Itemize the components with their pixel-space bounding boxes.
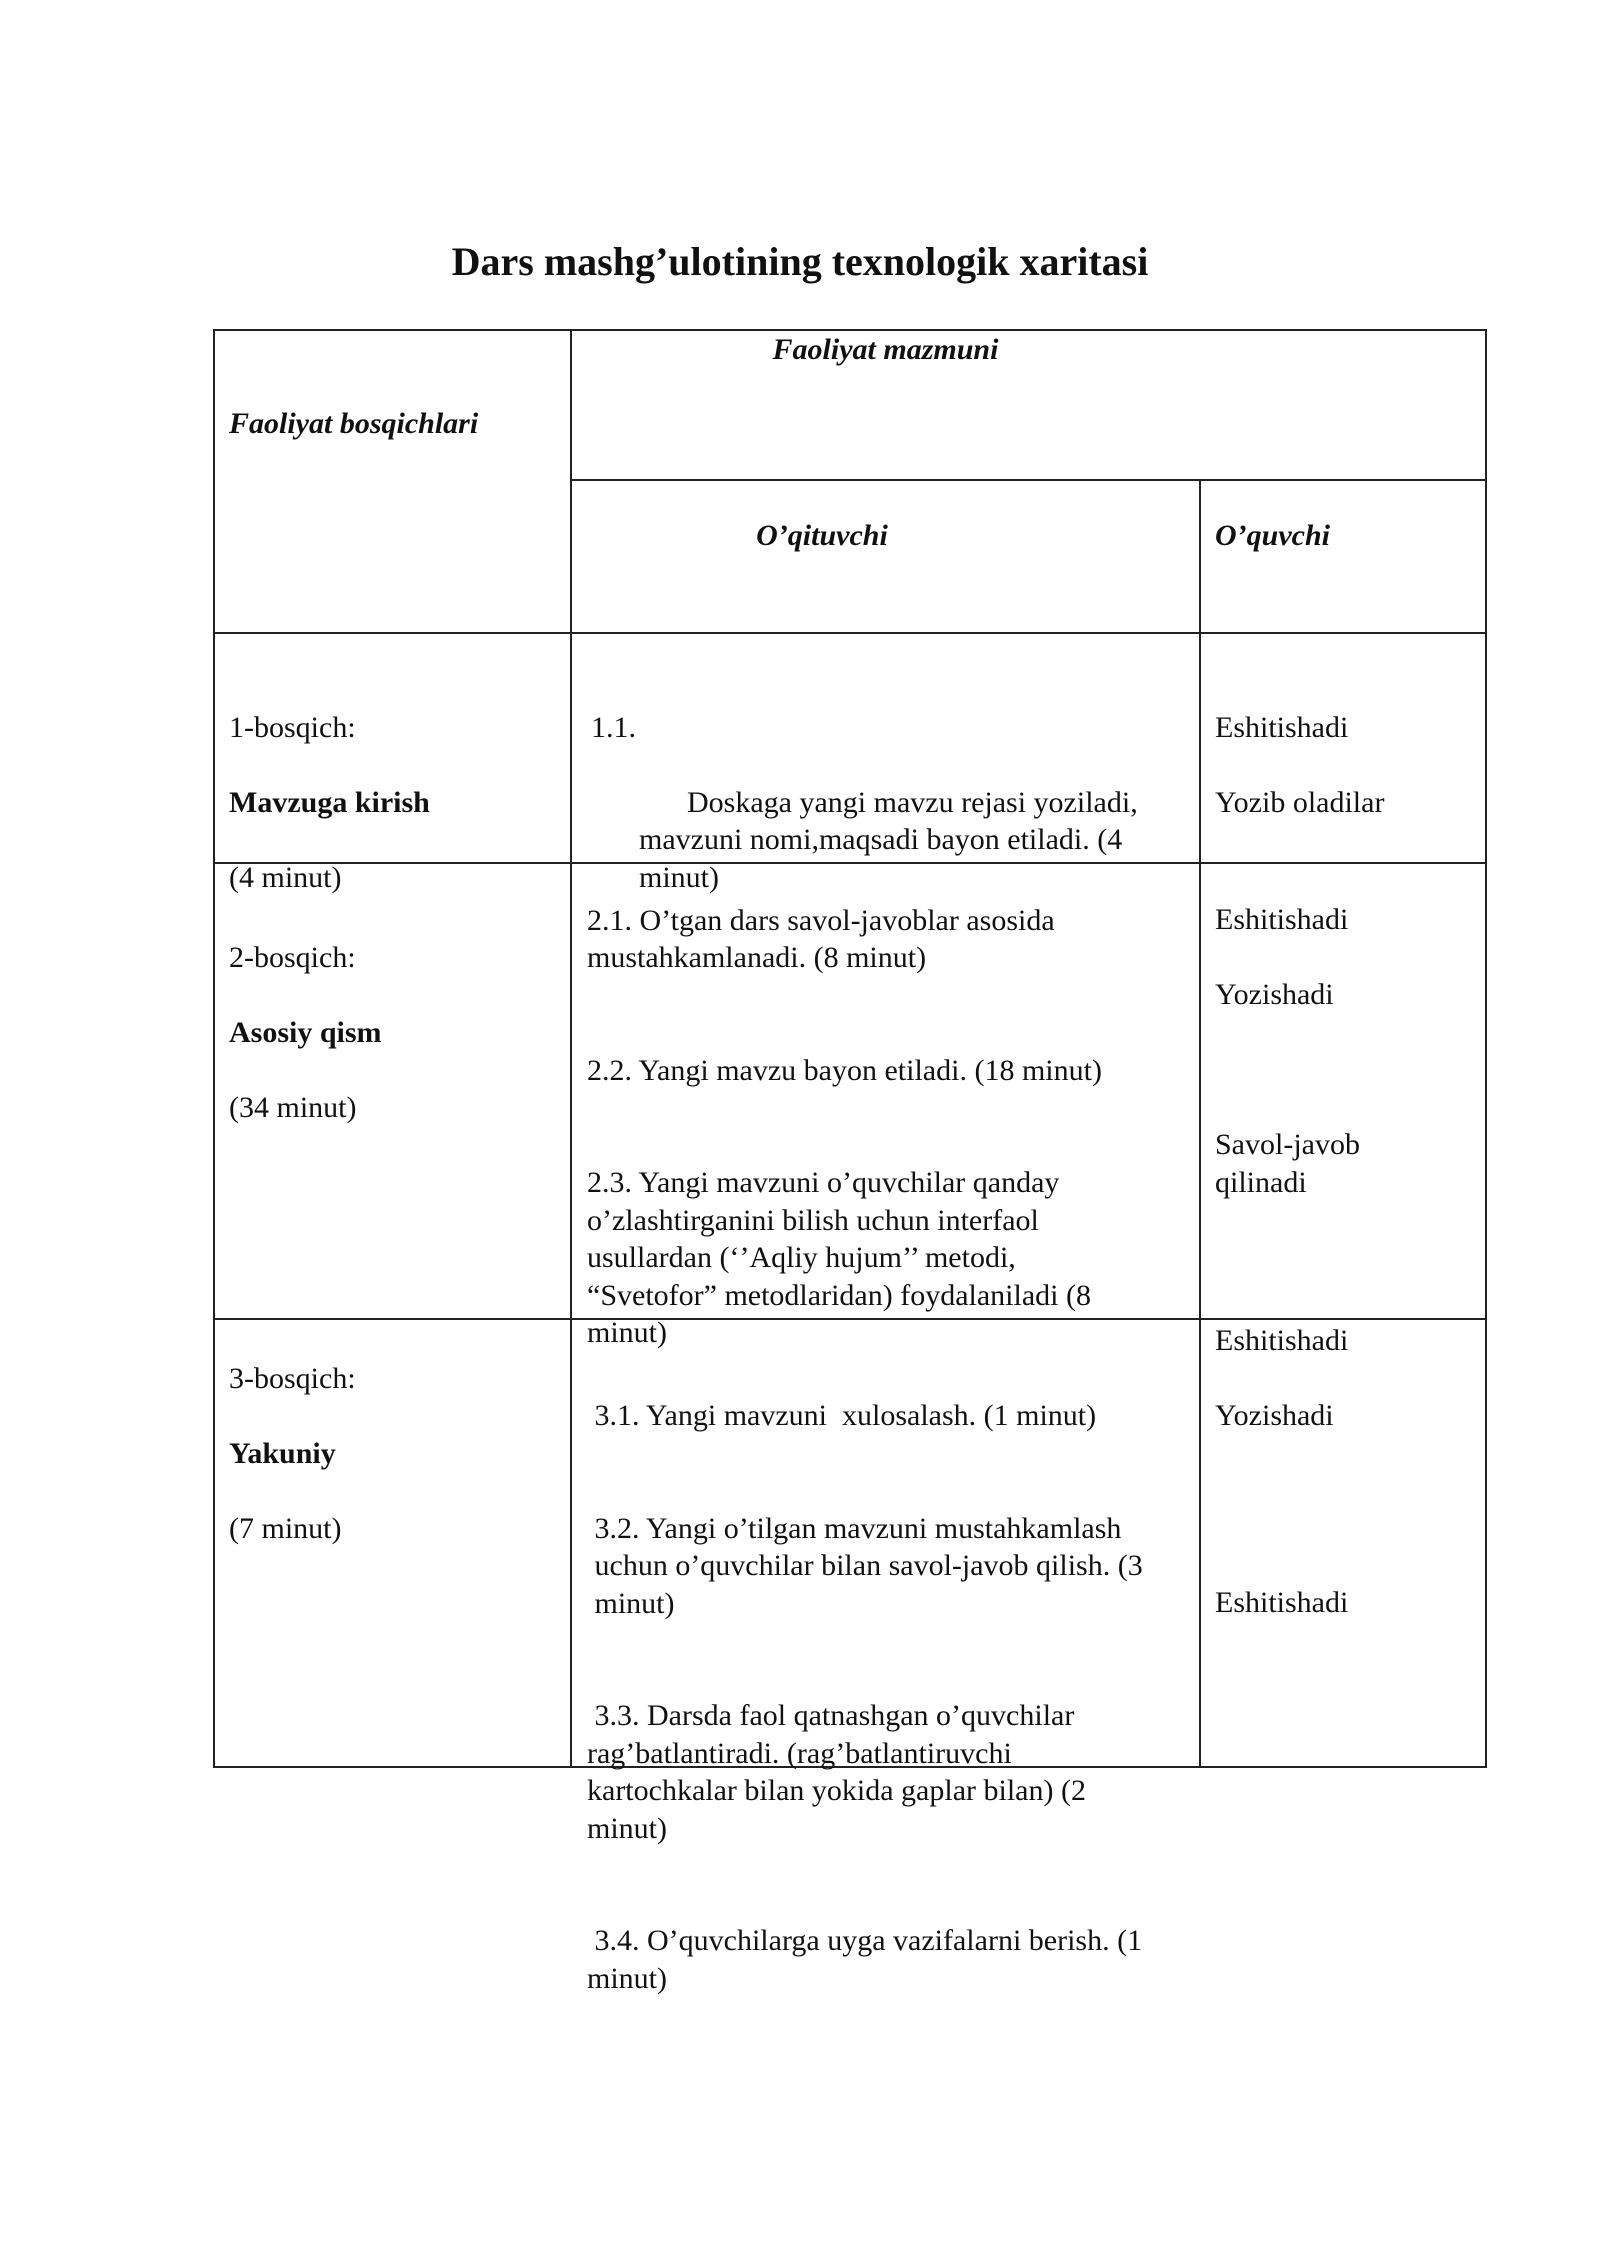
stage-name: Yakuniy [229,1436,336,1470]
teacher-cell-2 [587,864,1197,1389]
list-item: 2.1. O’tgan dars savol-javoblar asosida mustahkamlanadi. (8 minut) [587,903,1055,974]
student-item-2a: Eshitishadi [1215,903,1349,936]
student-cell-1 [1215,671,1480,859]
page-title: Dars mashg’ulotining texnologik xaritasi [451,239,1149,284]
list-item: 2.2. Yangi mavzu bayon etiladi. (18 minut) [587,1053,1102,1087]
stage-cell-2 [229,901,559,1164]
item-number: 1.1. [591,710,636,744]
list-item: 3.1. Yangi mavzuni xulosalash. (1 minut) [587,1399,1097,1432]
table-border-left [213,329,215,1768]
list-item: Yozib oladilar [1215,785,1385,819]
item-text: Doskaga yangi mavzu rejasi yoziladi, mavzuni nomi,maqsadi bayon etiladi. (4 minut) [639,785,1138,894]
list-item: Eshitishadi [1215,710,1349,744]
stage-time: (34 minut) [229,1090,357,1124]
student-item-3a: Eshitishadi [1215,1324,1349,1357]
table-border-top [213,329,1487,331]
column-divider-2 [1199,479,1201,1768]
stage-label: 2-bosqich: [229,940,356,974]
header-subdivider [570,479,1487,481]
list-item: 3.4. O’quvchilarga uyga vazifalarni berish. (1 minut) [587,1924,1143,1995]
list-item: 3.3. Darsda faol qatnashgan o’quvchilar rag’batlantiradi. (rag’batlantiruvchi kartochkalar bilan yokida gaplar bilan) (2 minut) [587,1699,1086,1845]
list-item: 2.3. Yangi mavzuni o’quvchilar qanday o’zlashtirganini bilish uchun interfaol usullardan (‘’Aqliy hujum’’ metodi, “Svetofor” metodlaridan) foydalaniladi (8 minut) [587,1166,1091,1349]
stage-cell-3 [229,1322,559,1585]
list-item: 3.2. Yangi o’tilgan mavzuni mustahkamlash uchun o’quvchilar bilan savol-javob qilish. (3 minut) [594,1511,1143,1620]
student-item-2b: Yozishadi [1215,978,1334,1011]
table-border-right [1485,329,1487,1768]
row-divider-header [213,632,1487,634]
header-student: O’quvchi [1215,519,1330,552]
header-stages: Faoliyat bosqichlari [229,407,479,440]
student-item-3c: Eshitishadi [1215,1586,1349,1619]
stage-cell-1 [229,671,559,934]
stage-label: 3-bosqich: [229,1361,356,1395]
stage-time: (4 minut) [229,860,342,894]
stage-label: 1-bosqich: [229,710,356,744]
student-item-3b: Yozishadi [1215,1399,1334,1432]
stage-name: Asosiy qism [229,1015,382,1049]
teacher-cell-3 [587,1322,1197,2072]
header-teacher: O’qituvchi [756,519,888,552]
header-content: Faoliyat mazmuni [772,333,999,366]
stage-time: (7 minut) [229,1511,342,1545]
student-item-2c: Savol-javob qilinadi [1215,1128,1360,1199]
stage-name: Mavzuga kirish [229,785,430,819]
